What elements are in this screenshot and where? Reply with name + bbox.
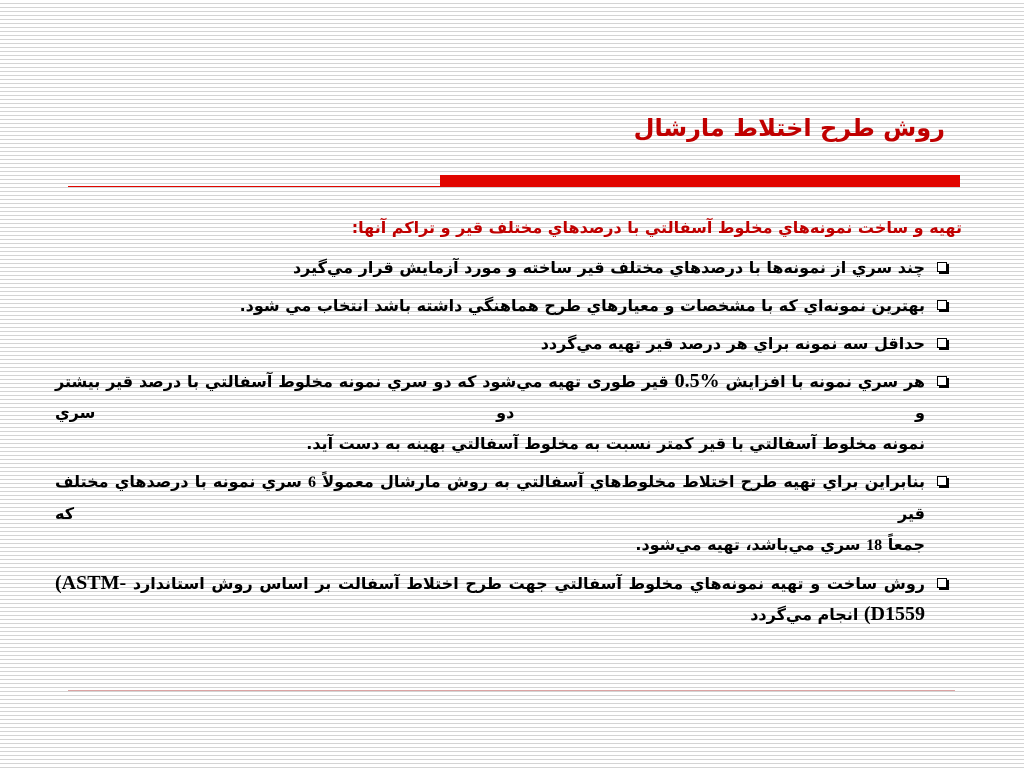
bullet-text: هر سري نمونه با افزايش	[725, 372, 925, 391]
square-bullet-icon	[937, 578, 947, 588]
bullet-text: قير طوری تهيه مي‌شود كه دو سري نمونه مخلوط آسفالتي با درصد قير بيشتر و دو سري	[55, 372, 925, 422]
bullet-text: بنابراين براي تهيه طرح اختلاط مخلوط‌هاي آسفالتي به روش مارشال معمولاً	[322, 472, 925, 491]
standard-code: (ASTM-	[55, 572, 127, 594]
bullet-text: روش ساخت و تهيه نمونه‌هاي مخلوط آسفالتي جهت طرح اختلاط آسفالت بر اساس روش استاندارد	[132, 574, 925, 593]
square-bullet-icon	[937, 262, 947, 272]
square-bullet-icon	[937, 376, 947, 386]
slide-title: روش طرح اختلاط مارشال	[633, 114, 945, 142]
bullet-item	[55, 466, 925, 561]
bullet-text: انجام مي‌گردد	[750, 605, 859, 624]
bullet-item	[55, 328, 925, 359]
title-underline	[68, 175, 960, 187]
bullet-text: بهترين نمونه‌اي كه با مشخصات و معيارهاي طرح هماهنگي داشته باشد انتخاب مي شود.	[239, 296, 925, 315]
square-bullet-icon	[937, 476, 947, 486]
bullet-line	[55, 599, 925, 630]
percent-value: 0.5%	[674, 370, 720, 392]
bullet-text: چند سري از نمونه‌ها با درصدهاي مختلف قير ساخته و مورد آزمايش قرار مي‌گيرد	[292, 258, 925, 277]
bullet-text: نمونه مخلوط آسفالتي با قير كمتر نسبت به مخلوط آسفالتي بهينه به دست آيد.	[306, 434, 925, 453]
footer-rule	[68, 690, 955, 691]
bullet-item	[55, 252, 925, 283]
standard-code: (D1559	[863, 603, 925, 625]
bullet-item	[55, 366, 925, 459]
bullet-line	[55, 466, 925, 529]
bullet-text: سري مي‌باشد، تهيه مي‌شود.	[635, 535, 861, 554]
series-count-value: 6	[308, 474, 317, 491]
bullet-text: سري نمونه با درصدهاي مختلف قير كه	[55, 472, 925, 523]
bullet-item	[55, 568, 925, 630]
bullet-list	[55, 252, 925, 637]
bullet-item	[55, 290, 925, 321]
bullet-text: جمعاً	[887, 535, 925, 554]
square-bullet-icon	[937, 338, 947, 348]
square-bullet-icon	[937, 300, 947, 310]
bullet-line	[55, 366, 925, 428]
total-series-value: 18	[866, 537, 883, 554]
slide-subtitle: تهيه و ساخت نمونه‌هاي مخلوط آسفالتي با درصدهاي مختلف قير و تراكم آنها:	[351, 218, 962, 237]
bullet-text: حداقل سه نمونه براي هر درصد قير تهيه مي‌گردد	[540, 334, 925, 353]
title-underline-thick	[440, 175, 960, 187]
bullet-line	[55, 529, 925, 561]
title-underline-thin	[68, 186, 440, 187]
bullet-line	[55, 428, 925, 459]
bullet-line	[55, 568, 925, 599]
